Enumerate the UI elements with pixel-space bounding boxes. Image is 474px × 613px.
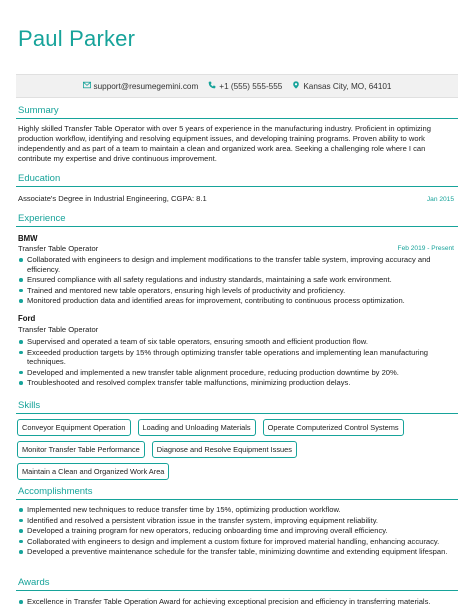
bullet-dot-icon [19, 381, 23, 385]
accomplishments-list [18, 505, 448, 558]
list-item: Identified and resolved a persistent vibration issue in the transfer system, improving equipment reliability. [18, 516, 448, 526]
skill-tag: Monitor Transfer Table Performance [17, 441, 145, 458]
bullet-dot-icon [19, 289, 23, 293]
bullet-dot-icon [19, 278, 23, 282]
job-date: Feb 2019 - Present [397, 245, 454, 252]
phone-text: +1 (555) 555-555 [219, 81, 283, 91]
skill-tag: Diagnose and Resolve Equipment Issues [152, 441, 297, 458]
awards-heading: Awards [18, 577, 50, 588]
bullet-dot-icon [19, 540, 23, 544]
list-item: Monitored production data and identified areas for improvement, contributing to continuous process optimization. [18, 296, 448, 306]
list-item: Supervised and operated a team of six table operators, ensuring smooth and efficient production flow. [18, 337, 448, 347]
skill-tag: Operate Computerized Control Systems [263, 419, 404, 436]
candidate-name: Paul Parker [18, 26, 136, 51]
bullet-dot-icon [19, 519, 23, 523]
bullet-dot-icon [19, 340, 23, 344]
job-company: BMW [18, 234, 38, 243]
summary-divider [16, 118, 458, 119]
bullet-dot-icon [19, 258, 23, 262]
education-divider [16, 186, 458, 187]
summary-text: Highly skilled Transfer Table Operator with over 5 years of experience in the manufacturing industry. Proficient in optimizing production workflow, identifying and resolving equipment issues, and developing training programs. Proven ability to work independently and as part of a team to maintain a clean and organized work area. Seeking a challenging role where I can contribute my expertise and drive continuous improvement. [18, 124, 431, 163]
bullet-dot-icon [19, 508, 23, 512]
skills-list [17, 419, 457, 485]
list-item: Troubleshooted and resolved complex transfer table malfunctions, minimizing production delays. [18, 378, 448, 388]
experience-divider [16, 226, 458, 227]
list-item: Ensured compliance with all safety regulations and industry standards, maintaining a safe work environment. [18, 275, 448, 285]
location-text: Kansas City, MO, 64101 [303, 81, 392, 91]
list-item: Collaborated with engineers to design and implement modifications to the transfer table system, improving accuracy and efficiency. [18, 255, 448, 274]
list-item: Trained and mentored new table operators, ensuring high levels of productivity and proficiency. [18, 286, 448, 296]
job-role: Transfer Table Operator [18, 244, 99, 253]
bullet-dot-icon [19, 529, 23, 533]
contact-bar [16, 74, 458, 98]
skill-tag: Conveyor Equipment Operation [17, 419, 131, 436]
skill-tag: Maintain a Clean and Organized Work Area [17, 463, 169, 480]
education-heading: Education [18, 173, 61, 184]
email-icon [83, 81, 91, 91]
bullet-dot-icon [19, 299, 23, 303]
contact-phone[interactable] [208, 81, 282, 91]
accomplishments-heading: Accomplishments [18, 486, 93, 497]
skills-divider [16, 413, 458, 414]
job-company: Ford [18, 314, 36, 323]
education-degree: Associate's Degree in Industrial Engineering, CGPA: 8.1 [18, 194, 207, 203]
bullet-dot-icon [19, 550, 23, 554]
list-item: Developed a training program for new operators, reducing onboarding time and improving overall efficiency. [18, 526, 448, 536]
summary-heading: Summary [18, 105, 59, 116]
list-item: Excellence in Transfer Table Operation Award for achieving exceptional precision and efficiency in transferring materials. [18, 597, 448, 607]
list-item: Collaborated with engineers to design and implement a custom fixture for improved material handling, enhancing accuracy. [18, 537, 448, 547]
contact-location [292, 81, 391, 91]
bullet-dot-icon [19, 371, 23, 375]
awards-divider [16, 590, 458, 591]
list-item: Developed a preventive maintenance schedule for the transfer table, minimizing downtime and extending equipment lifespan. [18, 547, 448, 557]
accomplishments-divider [16, 499, 458, 500]
phone-icon [208, 81, 216, 91]
list-item: Implemented new techniques to reduce transfer time by 15%, optimizing production workflow. [18, 505, 448, 515]
list-item: Exceeded production targets by 15% through optimizing transfer table operations and implementing lean manufacturing techniques. [18, 348, 448, 367]
bullet-dot-icon [19, 351, 23, 355]
bullet-dot-icon [19, 600, 23, 604]
skill-tag: Loading and Unloading Materials [138, 419, 256, 436]
job-role: Transfer Table Operator [18, 325, 99, 334]
job-bullets [18, 255, 448, 307]
education-date: Jan 2015 [426, 196, 454, 203]
contact-email[interactable] [83, 81, 199, 91]
email-text: support@resumegemini.com [93, 81, 199, 91]
job-bullets [18, 337, 448, 389]
location-pin-icon [292, 81, 300, 91]
experience-heading: Experience [18, 213, 66, 224]
skills-heading: Skills [18, 400, 41, 411]
list-item: Developed and implemented a new transfer table alignment procedure, reducing production downtime by 20%. [18, 368, 448, 378]
awards-list [18, 597, 448, 608]
